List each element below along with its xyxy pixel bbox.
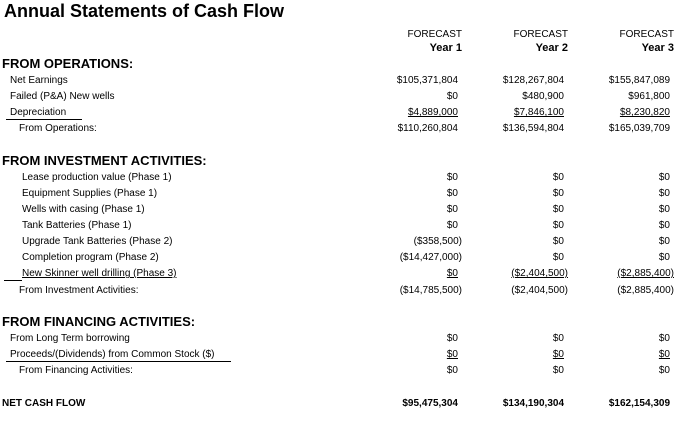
cell-year3: $0 — [658, 172, 670, 183]
cell-year2: $0 — [552, 204, 564, 215]
cell-year1: $0 — [446, 268, 458, 279]
cell-year3: $961,800 — [628, 91, 670, 102]
cell-year2: $480,900 — [522, 91, 564, 102]
row-label: From Financing Activities: — [19, 365, 133, 376]
cell-year3: $155,847,089 — [608, 75, 670, 86]
row-label: New Skinner well drilling (Phase 3) — [22, 268, 177, 279]
cell-year3: $0 — [658, 188, 670, 199]
depreciation-underline — [6, 119, 82, 120]
cell-year3: $162,154,309 — [608, 398, 670, 409]
row-label: Upgrade Tank Batteries (Phase 2) — [22, 236, 173, 247]
cell-year2: $0 — [552, 172, 564, 183]
cell-year3: $0 — [658, 252, 670, 263]
row-label: Depreciation — [10, 107, 67, 118]
skinner-lead-underline — [4, 280, 22, 281]
row-label: Equipment Supplies (Phase 1) — [22, 188, 158, 199]
proceeds-underline — [6, 361, 231, 362]
cell-year1: $0 — [446, 204, 458, 215]
cell-year1: $95,475,304 — [402, 398, 458, 409]
col1-year-label: Year 1 — [429, 42, 462, 54]
row-label: Completion program (Phase 2) — [22, 252, 159, 263]
row-label: Net Earnings — [10, 75, 68, 86]
cell-year2: $0 — [552, 252, 564, 263]
section-heading-investment: FROM INVESTMENT ACTIVITIES: — [2, 153, 207, 168]
section-heading-operations: FROM OPERATIONS: — [2, 56, 134, 71]
cell-year2: $136,594,804 — [502, 123, 564, 134]
cell-year3: ($2,885,400) — [617, 285, 674, 296]
col3-forecast-label: FORECAST — [619, 29, 674, 40]
row-label: Wells with casing (Phase 1) — [22, 204, 145, 215]
cell-year3: ($2,885,400) — [617, 268, 674, 279]
cell-year1: $0 — [446, 220, 458, 231]
cell-year1: $0 — [446, 188, 458, 199]
cell-year2: $0 — [552, 220, 564, 231]
row-label: NET CASH FLOW — [2, 398, 86, 409]
cell-year2: $0 — [552, 188, 564, 199]
cell-year1: $4,889,000 — [407, 107, 458, 118]
cell-year1: $0 — [446, 365, 458, 376]
row-label: From Long Term borrowing — [10, 333, 130, 344]
cell-year2: $0 — [552, 236, 564, 247]
row-label: Proceeds/(Dividends) from Common Stock ($) — [10, 349, 215, 360]
cell-year3: $0 — [658, 204, 670, 215]
cell-year1: ($358,500) — [413, 236, 462, 247]
cell-year1: ($14,427,000) — [399, 252, 462, 263]
cell-year1: $0 — [446, 333, 458, 344]
cell-year2: $0 — [552, 349, 564, 360]
cell-year2: ($2,404,500) — [511, 285, 568, 296]
cell-year1: $0 — [446, 349, 458, 360]
cell-year3: $8,230,820 — [619, 107, 670, 118]
col3-year-label: Year 3 — [641, 42, 674, 54]
cell-year3: $0 — [658, 349, 670, 360]
cell-year3: $0 — [658, 365, 670, 376]
cell-year2: $128,267,804 — [502, 75, 564, 86]
col1-forecast-label: FORECAST — [407, 29, 462, 40]
cell-year1: ($14,785,500) — [399, 285, 462, 296]
cell-year3: $0 — [658, 220, 670, 231]
cell-year3: $165,039,709 — [608, 123, 670, 134]
cell-year1: $0 — [446, 172, 458, 183]
cell-year1: $0 — [446, 91, 458, 102]
row-label: Failed (P&A) New wells — [10, 91, 115, 102]
row-label: From Operations: — [19, 123, 97, 134]
cell-year2: $0 — [552, 365, 564, 376]
col2-forecast-label: FORECAST — [513, 29, 568, 40]
col2-year-label: Year 2 — [535, 42, 568, 54]
page-title: Annual Statements of Cash Flow — [4, 1, 285, 21]
cell-year2: ($2,404,500) — [511, 268, 568, 279]
row-label: Tank Batteries (Phase 1) — [22, 220, 132, 231]
cell-year2: $134,190,304 — [502, 398, 564, 409]
row-label: Lease production value (Phase 1) — [22, 172, 172, 183]
cell-year3: $0 — [658, 236, 670, 247]
row-label: From Investment Activities: — [19, 285, 139, 296]
section-heading-financing: FROM FINANCING ACTIVITIES: — [2, 314, 196, 329]
cell-year2: $0 — [552, 333, 564, 344]
cell-year3: $0 — [658, 333, 670, 344]
cell-year1: $110,260,804 — [397, 123, 458, 134]
cell-year1: $105,371,804 — [396, 75, 458, 86]
cell-year2: $7,846,100 — [513, 107, 564, 118]
